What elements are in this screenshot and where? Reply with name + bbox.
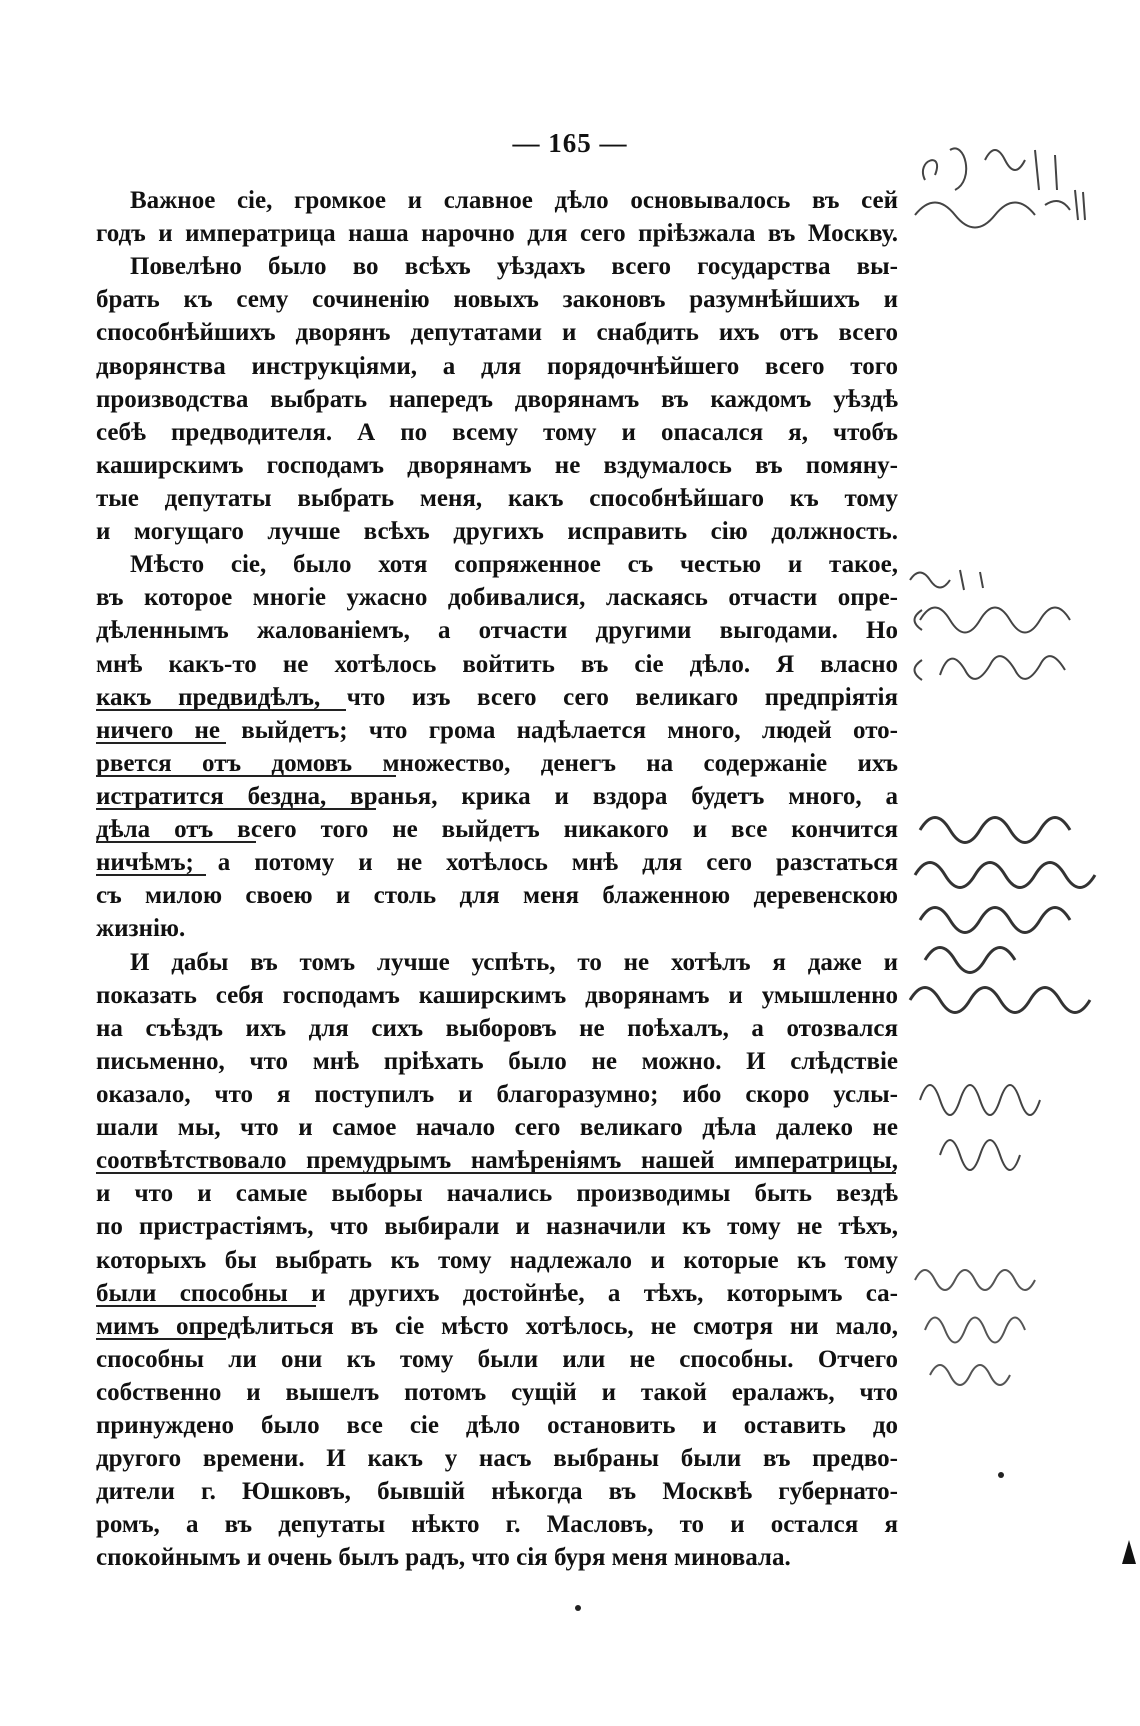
text-line: ничѣмъ; а потому и не хотѣлось мнѣ для сего разстаться bbox=[96, 846, 898, 879]
text-line: каширскимъ господамъ дворянамъ не вздумалось въ помяну- bbox=[96, 451, 898, 479]
text-line: какъ предвидѣлъ, что изъ всего сего великаго предпріятія bbox=[96, 681, 898, 714]
handwritten-annotation bbox=[900, 800, 1130, 1020]
text-line: дители г. Юшковъ, бывшій нѣкогда въ Москвѣ губернато- bbox=[96, 1478, 898, 1506]
text-line: и могущаго лучше всѣхъ другихъ исправить сію должность. bbox=[96, 518, 898, 546]
text-line: ничего не выйдетъ; что грома надѣлается много, людей ото- bbox=[96, 714, 898, 747]
text-line: брать къ сему сочиненію новыхъ законовъ разумнѣйшихъ и bbox=[96, 286, 898, 314]
body-text bbox=[96, 184, 898, 1575]
text-line: принуждено было все сіе дѣло остановить и оставить до bbox=[96, 1412, 898, 1440]
text-line: тые депутаты выбрать меня, какъ способнѣйшаго къ тому bbox=[96, 484, 898, 512]
text-line: способны ли они къ тому были или не способны. Отчего bbox=[96, 1345, 898, 1373]
text-line: которыхъ бы выбрать къ тому надлежало и которые къ тому bbox=[96, 1246, 898, 1274]
speck bbox=[575, 1605, 581, 1611]
text-line: съ милою своею и столь для меня блаженною деревенскою bbox=[96, 882, 898, 910]
text-line: другого времени. И какъ у насъ выбраны были въ предво- bbox=[96, 1445, 898, 1473]
text-line: дѣленнымъ жалованіемъ, а отчасти другими выгодами. Но bbox=[96, 617, 898, 645]
handwritten-annotation bbox=[900, 560, 1120, 720]
text-line: на съѣздъ ихъ для сихъ выборовъ не поѣхалъ, а отозвался bbox=[96, 1014, 898, 1042]
text-line: производства выбрать напередъ дворянамъ въ каждомъ уѣздѣ bbox=[96, 385, 898, 413]
speck bbox=[998, 1472, 1004, 1478]
text-line: дѣла отъ всего того не выйдетъ никакого и все кончится bbox=[96, 813, 898, 846]
corner-mark bbox=[1122, 1540, 1136, 1564]
text-line: и что и самые выборы начались производимы быть вездѣ bbox=[96, 1180, 898, 1208]
text-line: были способны и другихъ достойнѣе, а тѣхъ, которымъ са- bbox=[96, 1277, 898, 1310]
text-line: въ которое многіе ужасно добивалися, ласкаясь отчасти опре- bbox=[96, 584, 898, 612]
text-line: шали мы, что и самое начало сего великаго дѣла далеко не bbox=[96, 1114, 898, 1142]
text-line: дворянства инструкціями, а для порядочнѣйшего всего того bbox=[96, 352, 898, 380]
margin-bracket bbox=[892, 600, 932, 700]
text-line: Важное сіе, громкое и славное дѣло основывалось въ сей bbox=[130, 187, 898, 214]
text-line: мнѣ какъ-то не хотѣлось войтить въ сіе дѣло. Я власно bbox=[96, 650, 898, 678]
handwritten-annotation bbox=[910, 1060, 1110, 1180]
text-line: показать себя господамъ каширскимъ дворянамъ и умышленно bbox=[96, 981, 898, 1009]
text-line: жизнію. bbox=[96, 915, 186, 943]
text-line: способнѣйшихъ дворянъ депутатами и снабдить ихъ отъ всего bbox=[96, 319, 898, 347]
text-line: рвется отъ домовъ множество, денегъ на содержаніе ихъ bbox=[96, 747, 898, 780]
text-line: Мѣсто сіе, было хотя сопряженное съ честью и такое, bbox=[130, 551, 898, 579]
text-line: оказало, что я поступилъ и благоразумно; ибо скоро услы- bbox=[96, 1080, 898, 1108]
page-number: — 165 — bbox=[512, 128, 628, 158]
text-line: спокойнымъ и очень былъ радъ, что сія буря меня миновала. bbox=[96, 1544, 791, 1572]
handwritten-annotation bbox=[905, 120, 1105, 240]
text-line: письменно, что мнѣ пріѣхать было не можно. И слѣдствіе bbox=[96, 1047, 898, 1075]
handwritten-annotation bbox=[905, 1250, 1105, 1400]
text-line: истратится бездна, вранья, крика и вздора будетъ много, а bbox=[96, 780, 898, 813]
text-line: мимъ опредѣлиться въ сіе мѣсто хотѣлось, не смотря ни мало, bbox=[96, 1310, 898, 1343]
text-line: собственно и вышелъ потомъ сущій и такой ералажъ, что bbox=[96, 1378, 898, 1406]
text-line: годъ и императрица наша нарочно для сего пріѣзжала въ Москву. bbox=[96, 220, 898, 248]
text-line: соотвѣтствовало премудрымъ намѣреніямъ нашей императрицы, bbox=[96, 1144, 898, 1177]
text-line: И дабы въ томъ лучше успѣть, то не хотѣлъ я даже и bbox=[130, 948, 898, 976]
text-line: ромъ, а въ депутаты нѣкто г. Масловъ, то и остался я bbox=[96, 1511, 898, 1539]
text-line: по пристрастіямъ, что выбирали и назначили къ тому не тѣхъ, bbox=[96, 1213, 898, 1241]
text-line: себѣ предводителя. А по всему тому и опасался я, чтобъ bbox=[96, 418, 898, 446]
text-line: Повелѣно было во всѣхъ уѣздахъ всего государства вы- bbox=[130, 253, 898, 281]
